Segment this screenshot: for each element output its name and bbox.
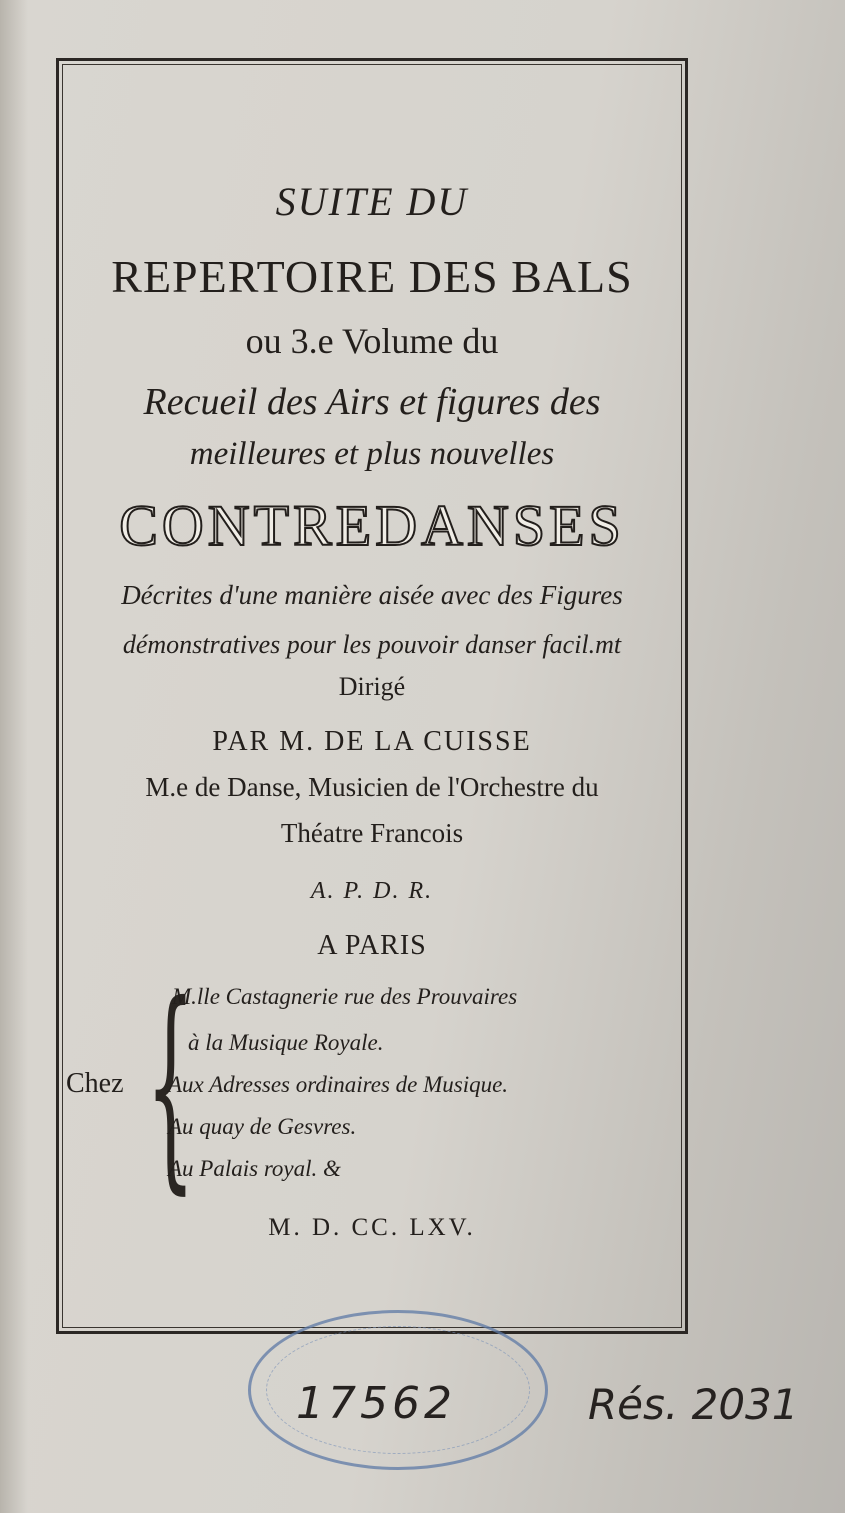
address-line: M.lle Castagnerie rue des Prouvaires (172, 984, 518, 1009)
publication-date: M. D. CC. LXV. (268, 1214, 476, 1241)
privilege-line: A. P. D. R. (310, 878, 434, 904)
theatre-line: Théatre Francois (280, 818, 464, 848)
subtitle-demonstratives: démonstratives pour les pouvoir danser facil.mt (122, 630, 622, 659)
subtitle-dirige: Dirigé (338, 672, 406, 701)
handwritten-shelfmark: 17562 (296, 1378, 456, 1429)
title-repertoire: REPERTOIRE DES BALS (111, 251, 633, 302)
author-line: PAR M. DE LA CUISSE (212, 726, 532, 757)
address-line: Au Palais royal. & (168, 1156, 341, 1181)
title-volume: ou 3.e Volume du (245, 321, 499, 361)
curly-brace-ornament: { (146, 957, 195, 1213)
address-line: à la Musique Royale. (188, 1030, 384, 1055)
binding-shadow (0, 0, 28, 1513)
title-meilleures: meilleures et plus nouvelles (189, 436, 555, 472)
chez-label: Chez (66, 1068, 124, 1099)
title-contredanses: CONTREDANSES (119, 493, 625, 558)
author-role: M.e de Danse, Musicien de l'Orchestre du (145, 772, 599, 802)
address-line: Aux Adresses ordinaires de Musique. (168, 1072, 509, 1097)
address-line: Au quay de Gesvres. (168, 1114, 357, 1139)
title-suite-du: SUITE DU (275, 179, 469, 224)
title-recueil: Recueil des Airs et figures des (143, 381, 601, 423)
place-line: A PARIS (317, 930, 427, 961)
handwritten-reserve-mark: Rés. 2031 (588, 1380, 799, 1429)
subtitle-decrites: Décrites d'une manière aisée avec des Figures (121, 580, 623, 610)
